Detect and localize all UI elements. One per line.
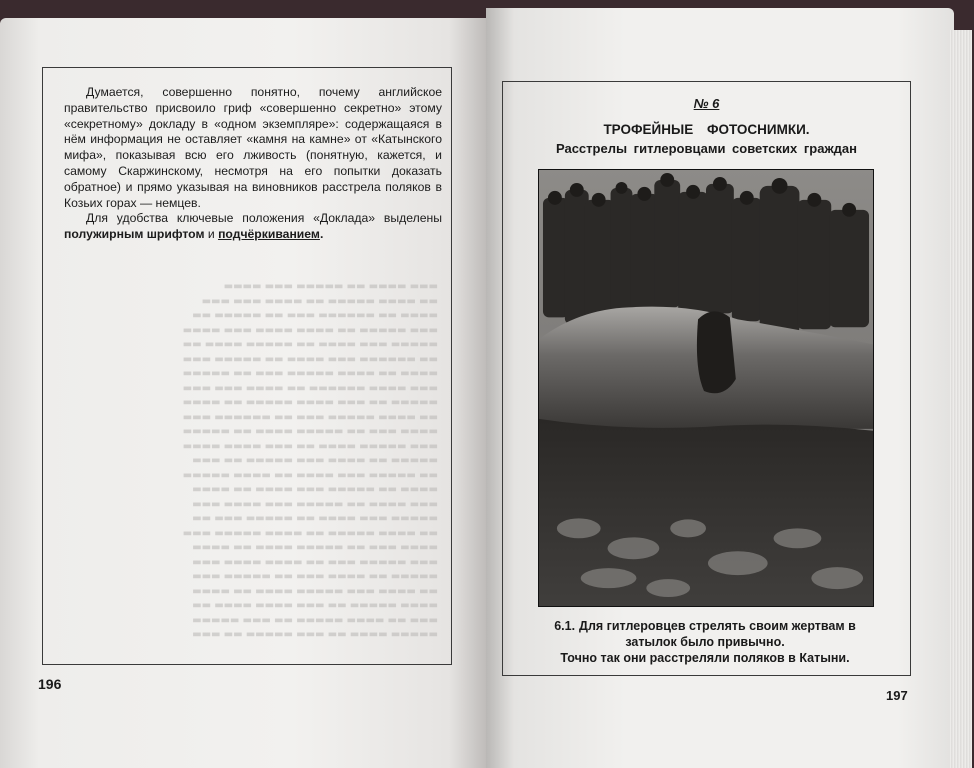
document-subheading: Расстрелы гитлеровцами советских граждан: [555, 141, 858, 156]
left-page-body: [64, 85, 442, 243]
caption-line-1: [530, 618, 880, 650]
caption-number: 6.1.: [554, 619, 576, 633]
page-number-left: 196: [38, 676, 62, 692]
caption-line-2: Точно так они расстреляли поляков в Катыни.: [560, 651, 850, 665]
bold-phrase: полужирным шрифтом: [64, 227, 205, 242]
photo-caption: [530, 618, 880, 666]
document-number-text: № 6: [693, 96, 720, 111]
closing-period: .: [319, 227, 324, 242]
paragraph-2: [64, 211, 442, 243]
paragraph-2-start: Для удобства ключевые положения «Доклада» выделены: [86, 211, 442, 226]
kneeling-figure: [697, 311, 736, 393]
paragraph-1: Думается, совершенно понятно, почему английское правительство присвоило гриф «совершенно секретно» этому «секретному» докладу в «одном экземпляре»: содержащаяся в нём информация не оставляет «камня на камне» от «Катынского мифа», показывая всю его лживость (понятную, кажется, и самому Скаржинскому, несмотря на его попытки доказать обратное) и прямо указывая на виновников расстрела поляков в Козьих горах — немцев.: [64, 85, 442, 210]
caption-text-1: Для гитлеровцев стрелять своим жертвам в затылок было привычно.: [579, 619, 856, 649]
connector-word: и: [207, 227, 215, 242]
show-through-texture: ▬▬▬ ▬▬▬▬ ▬▬ ▬▬▬▬▬ ▬▬▬ ▬▬▬▬ ▬▬ ▬▬▬▬ ▬▬▬▬▬ ▬▬ ▬▬▬▬ ▬▬▬ ▬▬▬ ▬▬▬▬ ▬▬ ▬▬▬▬▬▬ ▬▬▬ ▬▬ ▬▬▬▬▬ ▬▬ ▬▬▬ ▬▬▬▬▬ ▬▬ ▬▬▬▬ ▬▬▬▬ ▬▬▬ ▬▬▬▬ ▬▬▬▬▬ ▬▬▬ ▬▬▬▬ ▬▬ ▬▬▬▬▬ ▬▬▬▬ ▬▬ ▬▬ ▬▬▬▬▬▬ ▬▬▬ ▬▬▬▬ ▬▬ ▬▬▬▬▬ ▬▬▬ ▬▬▬▬ ▬▬ ▬▬▬▬ ▬▬▬▬▬ ▬▬▬ ▬▬ ▬▬▬▬▬ ▬▬▬ ▬▬▬▬ ▬▬▬▬▬▬ ▬▬ ▬▬▬▬ ▬▬▬ ▬▬▬ ▬▬▬▬▬ ▬▬ ▬▬▬ ▬▬▬▬ ▬▬▬▬▬ ▬▬ ▬▬▬▬ ▬▬ ▬▬▬▬ ▬▬▬▬▬ ▬▬▬ ▬▬ ▬▬▬▬▬▬ ▬▬▬ ▬▬▬▬ ▬▬▬ ▬▬ ▬▬▬▬▬ ▬▬▬▬ ▬▬ ▬▬▬▬▬ ▬▬▬ ▬▬▬▬▬ ▬▬▬▬ ▬▬ ▬▬▬ ▬▬▬▬ ▬▬▬▬ ▬▬▬▬▬ ▬▬ ▬▬▬▬ ▬▬▬ ▬▬▬▬▬ ▬▬ ▬▬▬ ▬▬ ▬▬▬▬▬ ▬▬▬ ▬▬▬▬ ▬▬ ▬▬▬▬ ▬▬▬▬▬ ▬▬▬▬ ▬▬ ▬▬▬▬▬ ▬▬▬ ▬▬▬▬ ▬▬ ▬▬▬▬ ▬▬▬ ▬▬▬▬ ▬▬ ▬▬▬▬▬ ▬▬▬ ▬▬▬▬ ▬▬▬ ▬▬▬▬▬ ▬▬▬ ▬▬▬▬ ▬▬ ▬▬▬▬▬ ▬▬▬ ▬▬ ▬▬ ▬▬▬▬ ▬▬▬▬▬ ▬▬ ▬▬▬▬ ▬▬▬▬▬ ▬▬▬ ▬▬▬▬ ▬▬▬ ▬▬ ▬▬▬▬▬ ▬▬▬▬ ▬▬ ▬▬▬▬ ▬▬▬ ▬▬▬▬▬ ▬▬▬ ▬▬ ▬▬▬▬ ▬▬▬▬ ▬▬▬ ▬▬▬▬▬ ▬▬ ▬▬▬▬ ▬▬▬ ▬▬ ▬▬▬▬▬ ▬▬▬ ▬▬ ▬▬▬▬ ▬▬▬ ▬▬▬▬▬ ▬▬▬▬ ▬▬ ▬▬▬▬ ▬▬▬▬ ▬▬▬▬▬ ▬▬ ▬▬▬ ▬▬▬▬ ▬▬▬▬ ▬▬ ▬▬▬ ▬▬ ▬▬▬▬ ▬▬▬▬▬ ▬▬ ▬▬▬ ▬▬▬▬▬ ▬▬▬▬▬ ▬▬▬▬ ▬▬ ▬▬▬ ▬▬▬▬▬ ▬▬ ▬▬▬: [182, 281, 438, 640]
photo-illustration: [539, 170, 873, 606]
document-heading: ТРОФЕЙНЫЕ ФОТОСНИМКИ.: [603, 122, 810, 137]
archival-photograph: [538, 169, 874, 607]
page-edges: [950, 30, 972, 768]
underlined-phrase: подчёркиванием: [218, 227, 320, 242]
page-number-right: 197: [886, 688, 908, 703]
document-number: [502, 96, 911, 111]
